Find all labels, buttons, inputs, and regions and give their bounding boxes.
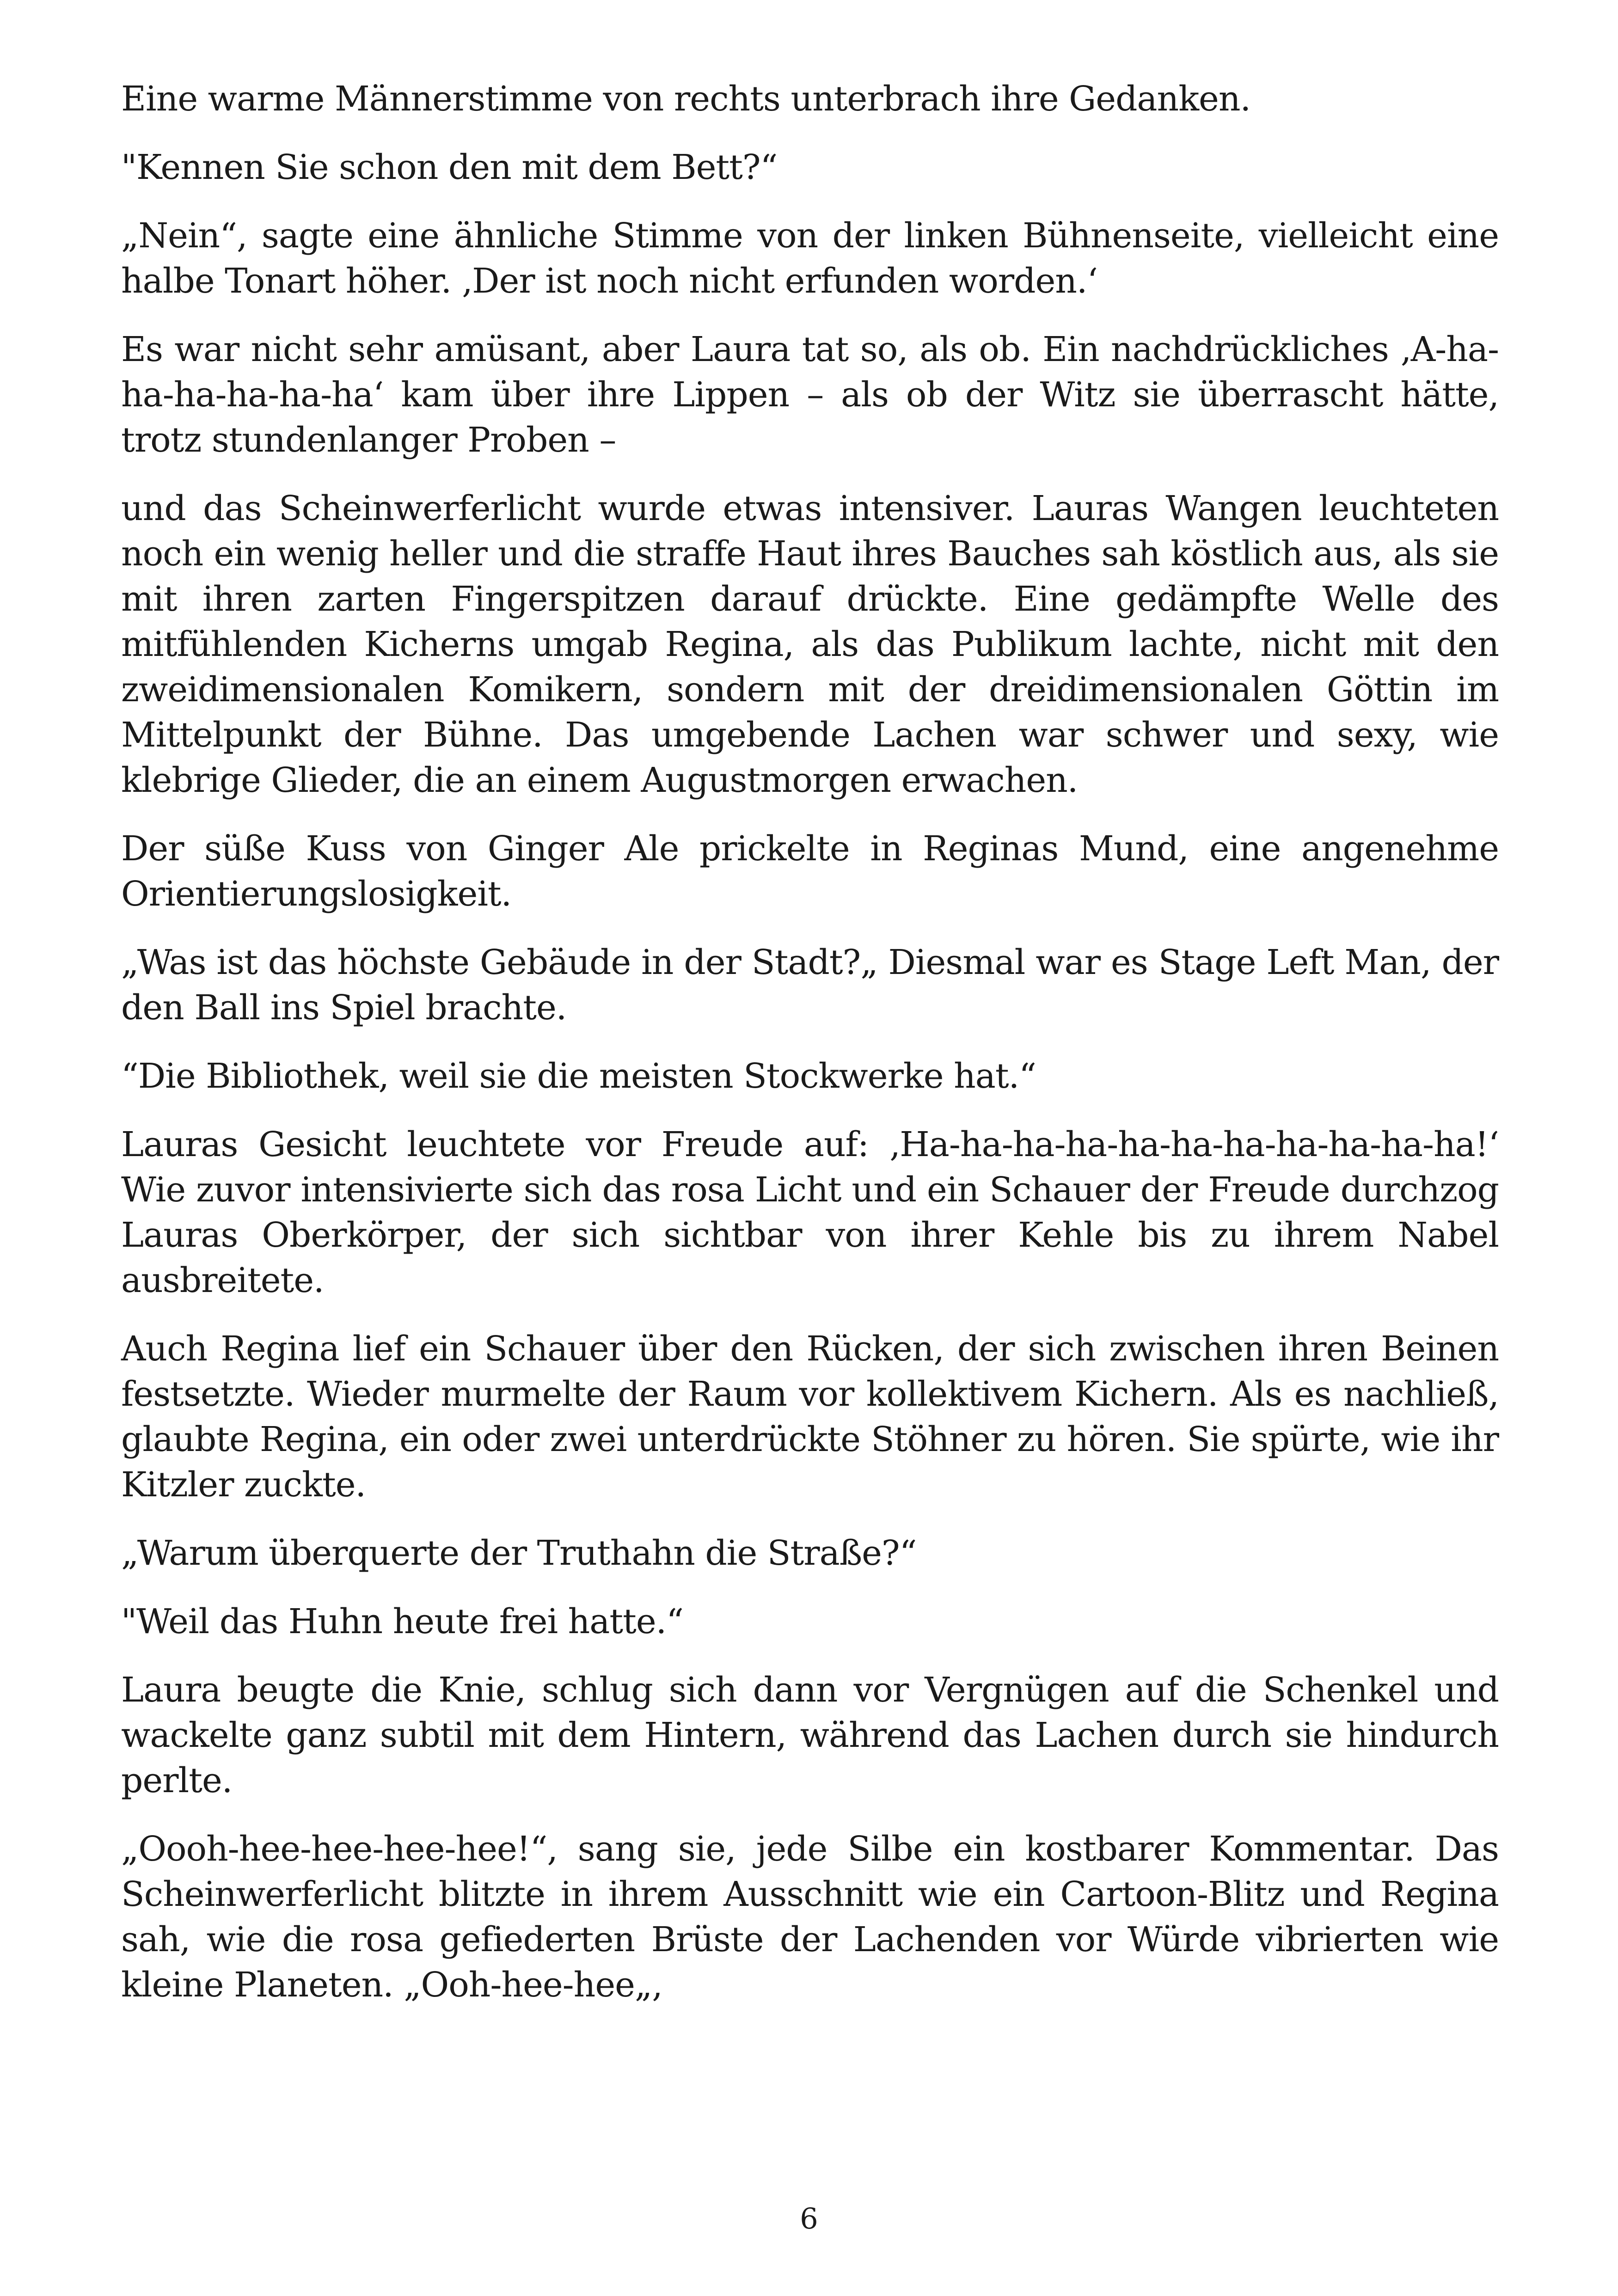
paragraph: „Nein“, sagte eine ähnliche Stimme von der linken Bühnenseite, vielleicht eine halbe Tonart höher. ‚Der ist noch nicht erfunden worden.‘: [121, 216, 1499, 301]
paragraph: „Warum überquerte der Truthahn die Straße?“: [121, 1533, 917, 1573]
paragraph: Laura beugte die Knie, schlug sich dann vor Vergnügen auf die Schenkel und wackelte ganz subtil mit dem Hintern, während das Lachen durch sie hindurch perlte.: [121, 1670, 1499, 1800]
paragraph: "Kennen Sie schon den mit dem Bett?“: [121, 147, 778, 187]
paragraph: Es war nicht sehr amüsant, aber Laura tat so, als ob. Ein nachdrückliches ‚A-ha-ha-ha-ha-ha-ha‘ kam über ihre Lippen – als ob der Witz sie überrascht hätte, trotz stundenlanger Proben –: [121, 330, 1499, 460]
paragraph: "Weil das Huhn heute frei hatte.“: [121, 1602, 684, 1641]
paragraph: Lauras Gesicht leuchtete vor Freude auf: ‚Ha-ha-ha-ha-ha-ha-ha-ha-ha-ha-ha!‘ Wie zuvor intensivierte sich das rosa Licht und ein Schauer der Freude durchzog Lauras Oberkörper, der sich sichtbar von ihrer Kehle bis zu ihrem Nabel ausbreitete.: [121, 1125, 1499, 1300]
paragraph: Der süße Kuss von Ginger Ale prickelte in Reginas Mund, eine angenehme Orientierungslosigkeit.: [121, 829, 1499, 914]
page-body: [121, 76, 1499, 2008]
paragraph: „Was ist das höchste Gebäude in der Stadt?„ Diesmal war es Stage Left Man, der den Ball ins Spiel brachte.: [121, 943, 1499, 1028]
page-number: 6: [800, 2202, 818, 2235]
paragraph: Auch Regina lief ein Schauer über den Rücken, der sich zwischen ihren Beinen festsetzte. Wieder murmelte der Raum vor kollektivem Kichern. Als es nachließ, glaubte Regina, ein oder zwei unterdrückte Stöhner zu hören. Sie spürte, wie ihr Kitzler zuckte.: [121, 1329, 1499, 1505]
paragraph: „Oooh-hee-hee-hee-hee!“, sang sie, jede Silbe ein kostbarer Kommentar. Das Scheinwerferlicht blitzte in ihrem Ausschnitt wie ein Cartoon-Blitz und Regina sah, wie die rosa gefiederten Brüste der Lachenden vor Würde vibrierten wie kleine Planeten. „Ooh-hee-hee„,: [121, 1829, 1499, 2005]
paragraph: Eine warme Männerstimme von rechts unterbrach ihre Gedanken.: [121, 79, 1251, 119]
paragraph: “Die Bibliothek, weil sie die meisten Stockwerke hat.“: [121, 1056, 1036, 1096]
paragraph: und das Scheinwerferlicht wurde etwas intensiver. Lauras Wangen leuchteten noch ein wenig heller und die straffe Haut ihres Bauches sah köstlich aus, als sie mit ihren zarten Fingerspitzen darauf drückte. Eine gedämpfte Welle des mitfühlenden Kicherns umgab Regina, als das Publikum lachte, nicht mit den zweidimensionalen Komikern, sondern mit der dreidimensionalen Göttin im Mittelpunkt der Bühne. Das umgebende Lachen war schwer und sexy, wie klebrige Glieder, die an einem Augustmorgen erwachen.: [121, 489, 1499, 800]
